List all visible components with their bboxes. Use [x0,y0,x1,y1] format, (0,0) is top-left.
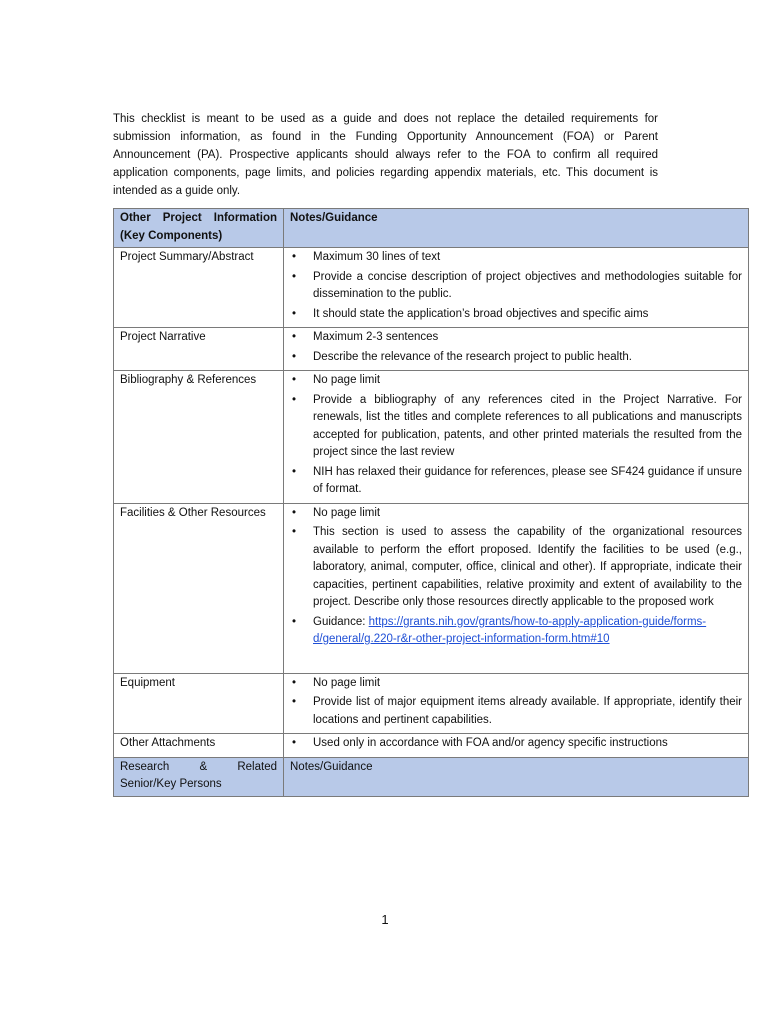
header-notes: Notes/Guidance [284,209,749,248]
row-label-equipment: Equipment [114,673,284,734]
row-label-bibliography: Bibliography & References [114,371,284,504]
table-row [114,734,749,758]
list-item: • No page limit [290,372,742,390]
list-item: • This section is used to assess the capability of the organizational resources available to perform the effort proposed. Identify the facilities to be used (e.g., laboratory, animal, computer, office, clinical and other). If appropriate, indicate their capacities, pertinent capabilities, relative proximity and extent of availability to the project. Describe only those resources directly applicable to the proposed work [290,524,742,612]
list-item: • No page limit [290,675,742,693]
list-item: • NIH has relaxed their guidance for references, please see SF424 guidance if unsure of format. [290,464,742,499]
list-item: • Provide a bibliography of any references cited in the Project Narrative. For renewals, list the titles and complete references to all publications and manuscripts accepted for publication, patents, and other printed materials the resulted from the project since the last review [290,392,742,462]
row-notes-other-attachments [284,734,749,758]
table-header-row [114,209,749,248]
list-item: • Maximum 2-3 sentences [290,329,742,347]
guidance-label: Guidance: [313,615,369,628]
table-row [114,673,749,734]
list-item-guidance [290,614,742,649]
intro-block [113,110,658,200]
list-item: • Describe the relevance of the research project to public health. [290,349,742,367]
table-row [114,328,749,371]
row-notes-project-narrative [284,328,749,371]
row-notes-equipment [284,673,749,734]
header-senior-key-persons: Research & Related Senior/Key Persons [114,757,284,796]
row-label-facilities: Facilities & Other Resources [114,503,284,673]
table-row [114,248,749,328]
row-notes-project-summary [284,248,749,328]
checklist-table [113,208,749,797]
list-item: • Provide a concise description of project objectives and methodologies suitable for dissemination to the public. [290,269,742,304]
list-item: • Used only in accordance with FOA and/or agency specific instructions [290,735,742,753]
row-notes-bibliography [284,371,749,504]
header-component: Other Project Information (Key Components) [114,209,284,248]
guidance-link[interactable]: https://grants.nih.gov/grants/how-to-apply-application-guide/forms-d/general/g.220-r&r-other-project-information-form.htm#10 [313,615,707,645]
header-notes-2: Notes/Guidance [284,757,749,796]
list-item: • No page limit [290,505,742,523]
row-label-project-summary: Project Summary/Abstract [114,248,284,328]
table-row [114,503,749,673]
intro-paragraph: This checklist is meant to be used as a guide and does not replace the detailed requirements for submission information, as found in the Funding Opportunity Announcement (FOA) or Parent Announcement (PA). Prospective applicants should always refer to the FOA to confirm all required application components, page limits, and policies regarding appendix materials, etc. This document is intended as a guide only. [113,113,658,197]
list-item: • Provide list of major equipment items already available. If appropriate, identify their locations and pertinent capabilities. [290,694,742,729]
page-number: 1 [381,912,389,927]
list-item: • It should state the application’s broad objectives and specific aims [290,306,742,324]
row-notes-facilities [284,503,749,673]
row-label-other-attachments: Other Attachments [114,734,284,758]
table-row [114,371,749,504]
table-section-header-row [114,757,749,796]
row-label-project-narrative: Project Narrative [114,328,284,371]
list-item: • Maximum 30 lines of text [290,249,742,267]
